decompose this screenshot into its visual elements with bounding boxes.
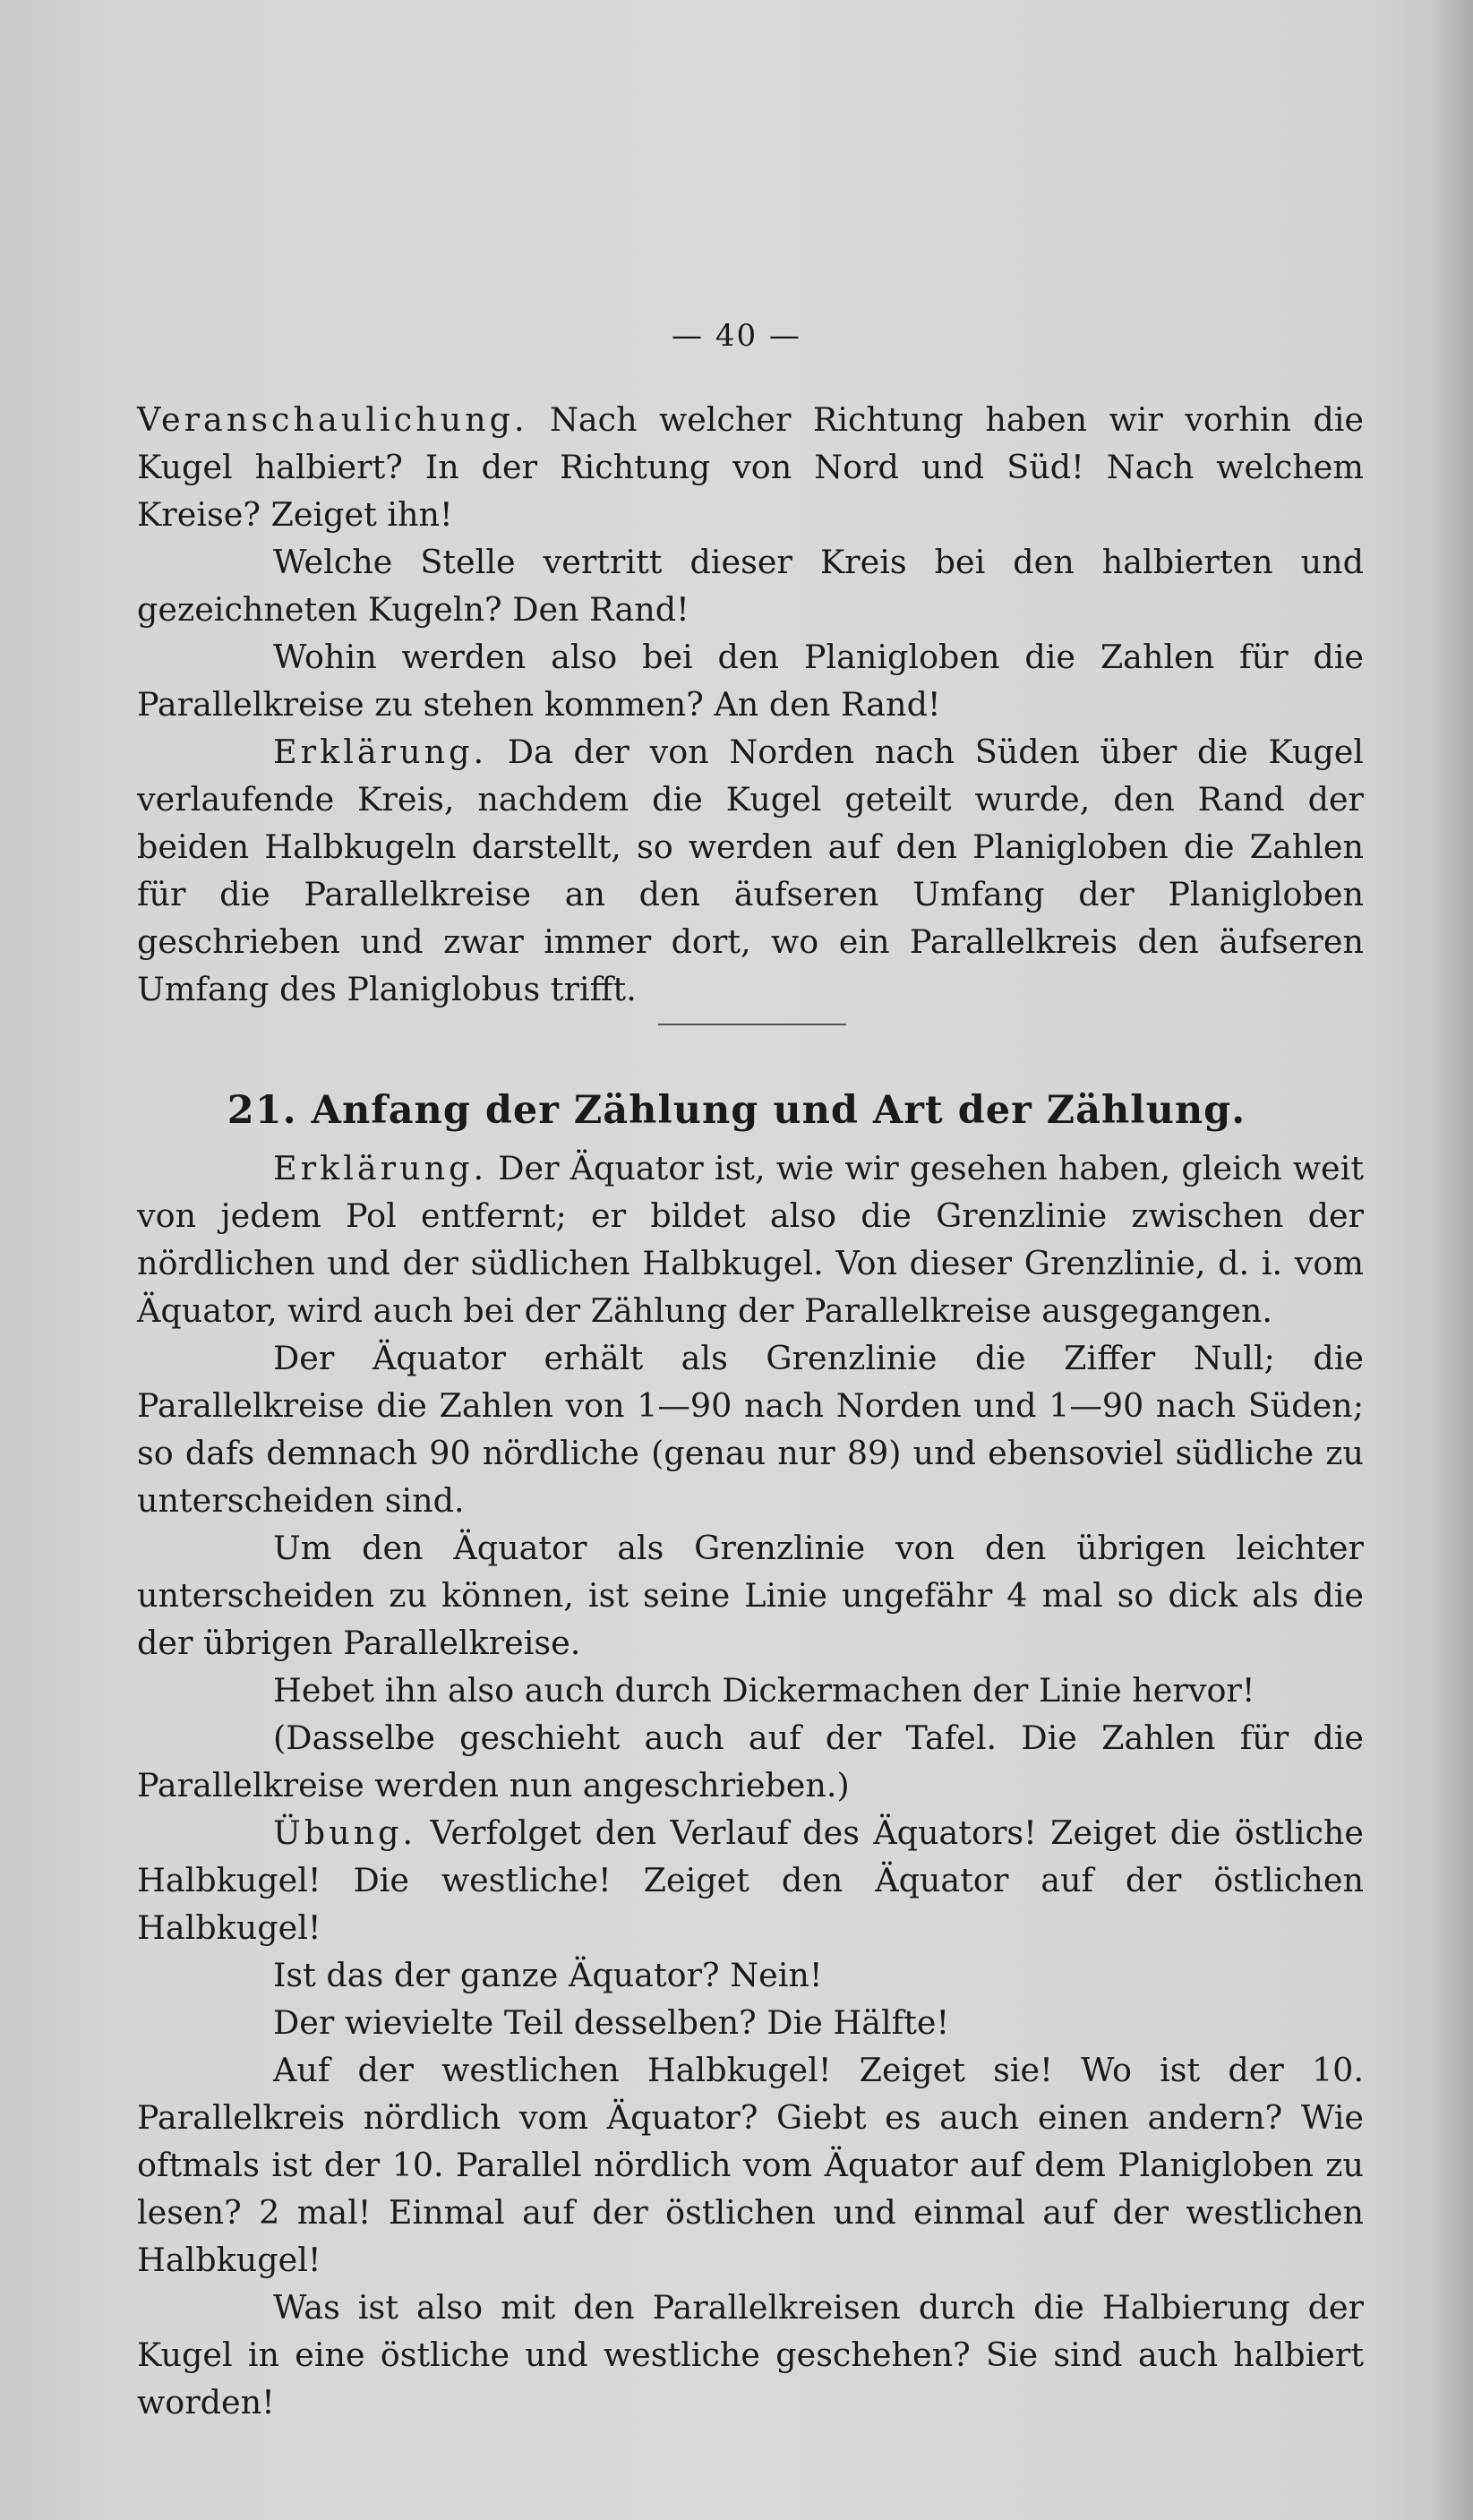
- section-b-text: [137, 1144, 1364, 2426]
- paragraph-text: Auf der westlichen Halbkugel! Zeiget sie! Wo ist der 10. Parallelkreis nördlich vom Äquator? Giebt es auch einen andern? Wie oftmals ist der 10. Parallel nördlich vom Äquator auf dem Planigloben zu lesen? 2 mal! Einmal auf der östlichen und einmal auf der westlichen Halbkugel!: [137, 2051, 1364, 2279]
- paragraph: [137, 1714, 1364, 1809]
- paragraph: [137, 396, 1364, 538]
- paragraph: [137, 728, 1364, 1013]
- paragraph-text: (Dasselbe geschieht auch auf der Tafel. Die Zahlen für die Parallelkreise werden nun angeschrieben.): [137, 1719, 1364, 1804]
- paragraph-text: Um den Äquator als Grenzlinie von den übrigen leichter unterscheiden zu können, ist seine Linie ungefähr 4 mal so dick als die der übrigen Parallelkreise.: [137, 1529, 1364, 1662]
- paragraph-text: Der Äquator ist, wie wir gesehen haben, gleich weit von jedem Pol entfernt; er bildet also die Grenzlinie zwischen der nördlichen und der südlichen Halbkugel. Von dieser Grenzlinie, d. i. vom Äquator, wird auch bei der Zählung der Parallelkreise ausgegangen.: [137, 1149, 1364, 1330]
- paragraph-lead: Veranschaulichung.: [137, 400, 528, 439]
- section-heading: 21. Anfang der Zählung und Art der Zählung.: [227, 1088, 1246, 1133]
- paragraph: [137, 633, 1364, 728]
- paragraph: [137, 1809, 1364, 1951]
- paragraph-text: Verfolget den Verlauf des Äquators! Zeiget die östliche Halbkugel! Die westliche! Zeiget den Äquator auf der östlichen Halbkugel!: [137, 1813, 1364, 1947]
- paragraph: [137, 2284, 1364, 2426]
- section-divider: [658, 1024, 846, 1025]
- paragraph-text: Ist das der ganze Äquator? Nein!: [273, 1956, 823, 1994]
- page-edge-shadow: [1430, 0, 1473, 2520]
- paragraph: [137, 1334, 1364, 1524]
- paragraph-lead: Erklärung.: [273, 1149, 488, 1187]
- paragraph: [137, 1144, 1364, 1334]
- paragraph-text: Der wievielte Teil desselben? Die Hälfte!: [273, 2003, 950, 2042]
- paragraph-text: Wohin werden also bei den Planigloben die Zahlen für die Parallelkreise zu stehen kommen? An den Rand!: [137, 638, 1364, 724]
- paragraph-text: Da der von Norden nach Süden über die Kugel verlaufende Kreis, nachdem die Kugel geteilt wurde, den Rand der beiden Halbkugeln darstellt, so werden auf den Planigloben die Zahlen für die Parallelkreise an den äufseren Umfang der Planigloben geschrieben und zwar immer dort, wo ein Parallelkreis den äufseren Umfang des Planiglobus trifft.: [137, 733, 1364, 1008]
- paragraph-text: Der Äquator erhält als Grenzlinie die Ziffer Null; die Parallelkreise die Zahlen von 1—90 nach Norden und 1—90 nach Süden; so dafs demnach 90 nördliche (genau nur 89) und ebensoviel südliche zu unterscheiden sind.: [137, 1339, 1364, 1520]
- paragraph-text: Nach welcher Richtung haben wir vorhin die Kugel halbiert? In der Richtung von Nord und Süd! Nach welchem Kreise? Zeiget ihn!: [137, 400, 1364, 534]
- page-number: — 40 —: [672, 318, 801, 354]
- paragraph-text: Welche Stelle vertritt dieser Kreis bei den halbierten und gezeichneten Kugeln? Den Rand!: [137, 543, 1364, 629]
- paragraph-text: Hebet ihn also auch durch Dickermachen der Linie hervor!: [273, 1671, 1255, 1710]
- paragraph: [137, 1667, 1364, 1714]
- paragraph-lead: Erklärung.: [273, 733, 488, 771]
- paragraph: [137, 1999, 1364, 2046]
- paragraph: [137, 538, 1364, 633]
- paragraph: [137, 1951, 1364, 1999]
- paragraph: [137, 1524, 1364, 1667]
- paragraph-lead: Übung.: [273, 1813, 417, 1852]
- section-a-text: [137, 396, 1364, 1013]
- paragraph: [137, 2046, 1364, 2284]
- paragraph-text: Was ist also mit den Parallelkreisen durch die Halbierung der Kugel in eine östliche und westliche geschehen? Sie sind auch halbiert worden!: [137, 2288, 1364, 2421]
